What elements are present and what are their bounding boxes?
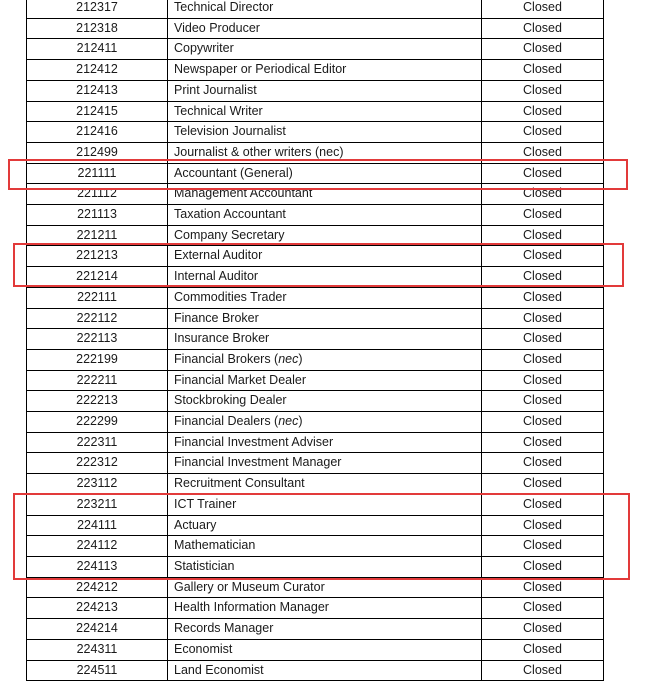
occupation-name-cell: Television Journalist [168, 122, 482, 143]
occupation-code-cell: 221113 [27, 205, 168, 226]
status-cell: Closed [482, 287, 604, 308]
occupation-code-cell: 212411 [27, 39, 168, 60]
occupation-name-cell: Stockbroking Dealer [168, 391, 482, 412]
occupation-code-cell: 224113 [27, 556, 168, 577]
table-row [27, 80, 604, 101]
status-cell: Closed [482, 660, 604, 681]
occupation-name-cell: External Auditor [168, 246, 482, 267]
status-cell: Closed [482, 619, 604, 640]
occupation-code-cell: 212412 [27, 60, 168, 81]
occupation-name-cell: Journalist & other writers (nec) [168, 142, 482, 163]
table-body [27, 0, 604, 681]
status-cell: Closed [482, 639, 604, 660]
occupation-name-cell: Taxation Accountant [168, 205, 482, 226]
status-cell: Closed [482, 432, 604, 453]
occupation-name-cell: Technical Director [168, 0, 482, 18]
occupation-name-cell: Company Secretary [168, 225, 482, 246]
status-cell: Closed [482, 39, 604, 60]
occupation-name-cell: Financial Investment Manager [168, 453, 482, 474]
table-row [27, 412, 604, 433]
table-row [27, 577, 604, 598]
table-row [27, 453, 604, 474]
table-row [27, 494, 604, 515]
occupation-name-cell: Insurance Broker [168, 329, 482, 350]
occupation-table [26, 0, 604, 681]
table-row [27, 184, 604, 205]
status-cell: Closed [482, 184, 604, 205]
occupation-name-cell: Financial Investment Adviser [168, 432, 482, 453]
table-row [27, 225, 604, 246]
table-row [27, 39, 604, 60]
occupation-code-cell: 224212 [27, 577, 168, 598]
table-row [27, 639, 604, 660]
occupation-code-cell: 222111 [27, 287, 168, 308]
status-cell: Closed [482, 0, 604, 18]
occupation-name-cell: ICT Trainer [168, 494, 482, 515]
occupation-name-cell: Financial Dealers (nec) [168, 412, 482, 433]
status-cell: Closed [482, 515, 604, 536]
status-cell: Closed [482, 18, 604, 39]
table-row [27, 122, 604, 143]
occupation-name-cell: Video Producer [168, 18, 482, 39]
table-row [27, 515, 604, 536]
table-row [27, 660, 604, 681]
occupation-name-cell: Copywriter [168, 39, 482, 60]
table-row [27, 391, 604, 412]
table-row [27, 598, 604, 619]
status-cell: Closed [482, 80, 604, 101]
table-row [27, 287, 604, 308]
status-cell: Closed [482, 556, 604, 577]
occupation-code-cell: 224311 [27, 639, 168, 660]
occupation-name-cell: Actuary [168, 515, 482, 536]
occupation-name-cell: Health Information Manager [168, 598, 482, 619]
status-cell: Closed [482, 205, 604, 226]
table-row [27, 101, 604, 122]
status-cell: Closed [482, 122, 604, 143]
occupation-code-cell: 221111 [27, 163, 168, 184]
status-cell: Closed [482, 60, 604, 81]
status-cell: Closed [482, 453, 604, 474]
table-row [27, 267, 604, 288]
occupation-code-cell: 224111 [27, 515, 168, 536]
occupation-name-cell: Accountant (General) [168, 163, 482, 184]
status-cell: Closed [482, 101, 604, 122]
status-cell: Closed [482, 536, 604, 557]
status-cell: Closed [482, 163, 604, 184]
occupation-code-cell: 221213 [27, 246, 168, 267]
status-cell: Closed [482, 391, 604, 412]
table-row [27, 0, 604, 18]
status-cell: Closed [482, 412, 604, 433]
occupation-name-cell: Recruitment Consultant [168, 474, 482, 495]
occupation-code-cell: 222299 [27, 412, 168, 433]
occupation-name-cell: Economist [168, 639, 482, 660]
occupation-name-cell: Financial Market Dealer [168, 370, 482, 391]
occupation-code-cell: 224511 [27, 660, 168, 681]
table-row [27, 142, 604, 163]
occupation-name-cell: Commodities Trader [168, 287, 482, 308]
table-row [27, 163, 604, 184]
occupation-code-cell: 222113 [27, 329, 168, 350]
status-cell: Closed [482, 370, 604, 391]
occupation-code-cell: 224213 [27, 598, 168, 619]
occupation-code-cell: 212318 [27, 18, 168, 39]
table-row [27, 329, 604, 350]
table-row [27, 432, 604, 453]
table-row [27, 556, 604, 577]
occupation-code-cell: 221211 [27, 225, 168, 246]
status-cell: Closed [482, 577, 604, 598]
occupation-name-cell: Technical Writer [168, 101, 482, 122]
occupation-name-cell: Records Manager [168, 619, 482, 640]
status-cell: Closed [482, 225, 604, 246]
status-cell: Closed [482, 349, 604, 370]
occupation-name-cell: Statistician [168, 556, 482, 577]
occupation-name-cell: Print Journalist [168, 80, 482, 101]
status-cell: Closed [482, 329, 604, 350]
occupation-code-cell: 222112 [27, 308, 168, 329]
occupation-name-cell: Land Economist [168, 660, 482, 681]
status-cell: Closed [482, 308, 604, 329]
table-row [27, 60, 604, 81]
status-cell: Closed [482, 246, 604, 267]
occupation-code-cell: 224112 [27, 536, 168, 557]
table-row [27, 474, 604, 495]
occupation-name-cell: Newspaper or Periodical Editor [168, 60, 482, 81]
occupation-code-cell: 222311 [27, 432, 168, 453]
occupation-code-cell: 221214 [27, 267, 168, 288]
table-row [27, 246, 604, 267]
occupation-name-cell: Finance Broker [168, 308, 482, 329]
occupation-code-cell: 212415 [27, 101, 168, 122]
status-cell: Closed [482, 142, 604, 163]
occupation-code-cell: 221112 [27, 184, 168, 205]
occupation-code-cell: 222213 [27, 391, 168, 412]
occupation-code-cell: 224214 [27, 619, 168, 640]
table-row [27, 308, 604, 329]
occupation-code-cell: 212317 [27, 0, 168, 18]
status-cell: Closed [482, 267, 604, 288]
occupation-code-cell: 212413 [27, 80, 168, 101]
occupation-code-cell: 222312 [27, 453, 168, 474]
occupation-name-cell: Financial Brokers (nec) [168, 349, 482, 370]
occupation-name-cell: Gallery or Museum Curator [168, 577, 482, 598]
table-row [27, 370, 604, 391]
occupation-code-cell: 212499 [27, 142, 168, 163]
status-cell: Closed [482, 474, 604, 495]
occupation-code-cell: 222211 [27, 370, 168, 391]
status-cell: Closed [482, 598, 604, 619]
table-row [27, 18, 604, 39]
table-row [27, 619, 604, 640]
occupation-name-cell: Mathematician [168, 536, 482, 557]
occupation-code-cell: 212416 [27, 122, 168, 143]
occupation-code-cell: 223112 [27, 474, 168, 495]
occupation-name-cell: Internal Auditor [168, 267, 482, 288]
occupation-code-cell: 222199 [27, 349, 168, 370]
table-row [27, 536, 604, 557]
status-cell: Closed [482, 494, 604, 515]
table-row [27, 349, 604, 370]
occupation-name-cell: Management Accountant [168, 184, 482, 205]
occupation-code-cell: 223211 [27, 494, 168, 515]
table-row [27, 205, 604, 226]
